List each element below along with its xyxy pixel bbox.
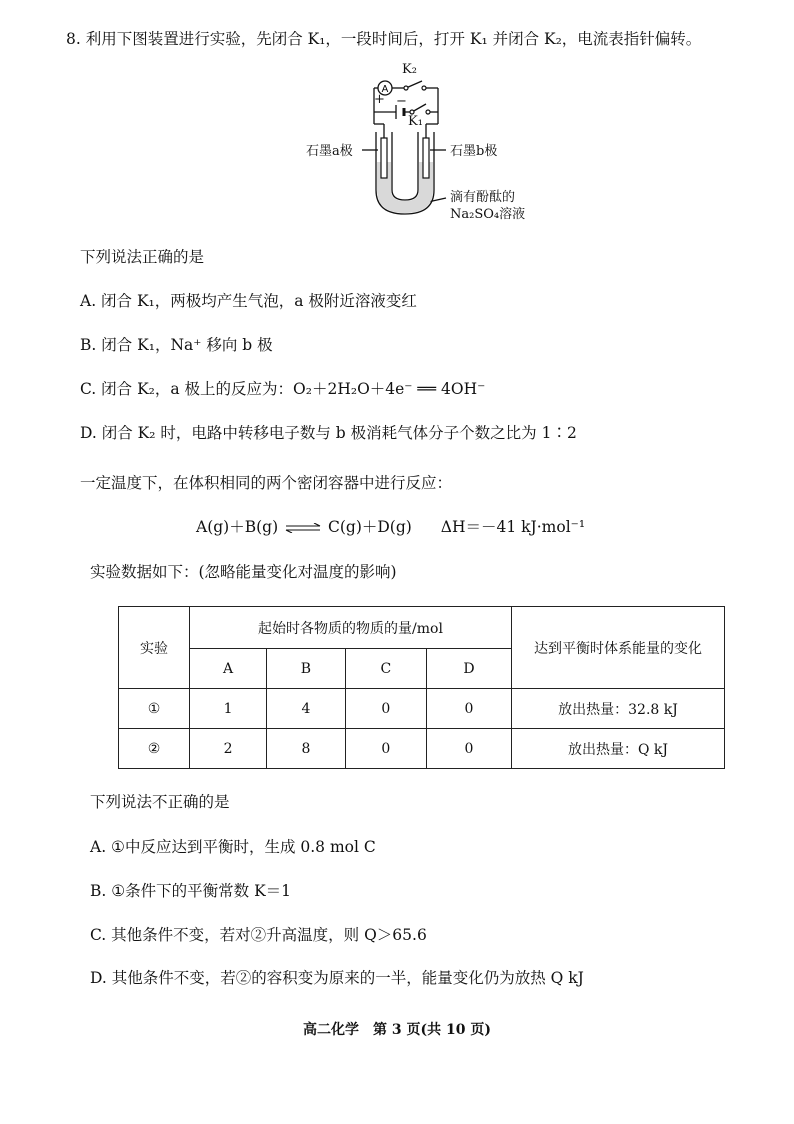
question-8-stem: 8. 利用下图装置进行实验，先闭合 K₁，一段时间后，打开 K₁ 并闭合 K₂，电流表指针偏转。 (66, 30, 702, 48)
ammeter-icon: A (381, 84, 389, 95)
row-2-a: 2 (190, 729, 267, 769)
experiment-data-table (118, 606, 725, 769)
electrolysis-apparatus-diagram (300, 62, 540, 222)
enthalpy-change: ΔH＝－41 kJ·mol⁻¹ (440, 518, 586, 536)
row-2-energy: 放出热量：Q kJ (512, 729, 725, 769)
q9-option-a: A. ①中反应达到平衡时，生成 0.8 mol C (90, 838, 376, 856)
col-header-d: D (427, 649, 512, 689)
col-header-b: B (267, 649, 345, 689)
row-1-energy: 放出热量：32.8 kJ (512, 689, 725, 729)
q8-option-a: A. 闭合 K₁，两极均产生气泡，a 极附近溶液变红 (80, 292, 417, 310)
q8-option-c: C. 闭合 K₂，a 极上的反应为：O₂＋2H₂O＋4e⁻ ══ 4OH⁻ (80, 380, 486, 398)
solution-label-1: 滴有酚酞的 (450, 190, 516, 205)
row-1-d: 0 (427, 689, 512, 729)
header-initial-amounts: 起始时各物质的物质的量/mol (190, 607, 512, 649)
question-8-prompt: 下列说法正确的是 (80, 248, 205, 266)
header-energy-change: 达到平衡时体系能量的变化 (512, 607, 725, 689)
data-note: 实验数据如下：(忽略能量变化对温度的影响) (90, 563, 397, 581)
row-1-a: 1 (190, 689, 267, 729)
equilibrium-arrow-icon (285, 523, 321, 533)
equation-products: C(g)＋D(g) (328, 518, 412, 536)
header-experiment: 实验 (119, 607, 190, 689)
table-row (119, 729, 725, 769)
q9-option-d: D. 其他条件不变，若②的容积变为原来的一半，能量变化仍为放热 Q kJ (90, 969, 584, 987)
question-9-prompt: 下列说法不正确的是 (90, 793, 230, 811)
switch-k1-label: K₁ (408, 114, 423, 129)
row-2-d: 0 (427, 729, 512, 769)
page-footer: 高二化学 第 3 页(共 10 页) (303, 1022, 491, 1038)
row-2-b: 8 (267, 729, 345, 769)
electrode-a-label: 石墨a极 (306, 144, 353, 159)
question-9-stem: 一定温度下，在体积相同的两个密闭容器中进行反应： (80, 474, 453, 492)
col-header-a: A (190, 649, 267, 689)
equation-reactants: A(g)＋B(g) (196, 518, 279, 536)
q9-option-b: B. ①条件下的平衡常数 K＝1 (90, 882, 292, 900)
battery-minus-label: − (396, 94, 407, 109)
switch-k2-label: K₂ (402, 62, 417, 77)
q8-option-b: B. 闭合 K₁，Na⁺ 移向 b 极 (80, 336, 273, 354)
row-1-b: 4 (267, 689, 345, 729)
table-row (119, 689, 725, 729)
reaction-equation (196, 515, 585, 537)
row-1-c: 0 (345, 689, 426, 729)
electrode-b-label: 石墨b极 (450, 144, 498, 159)
row-1-experiment: ① (119, 689, 190, 729)
battery-plus-label: + (374, 92, 385, 107)
q9-option-c: C. 其他条件不变，若对②升高温度，则 Q＞65.6 (90, 926, 427, 944)
row-2-experiment: ② (119, 729, 190, 769)
q8-option-d: D. 闭合 K₂ 时，电路中转移电子数与 b 极消耗气体分子个数之比为 1∶2 (80, 424, 577, 442)
solution-label-2: Na₂SO₄溶液 (450, 207, 526, 222)
col-header-c: C (345, 649, 426, 689)
row-2-c: 0 (345, 729, 426, 769)
